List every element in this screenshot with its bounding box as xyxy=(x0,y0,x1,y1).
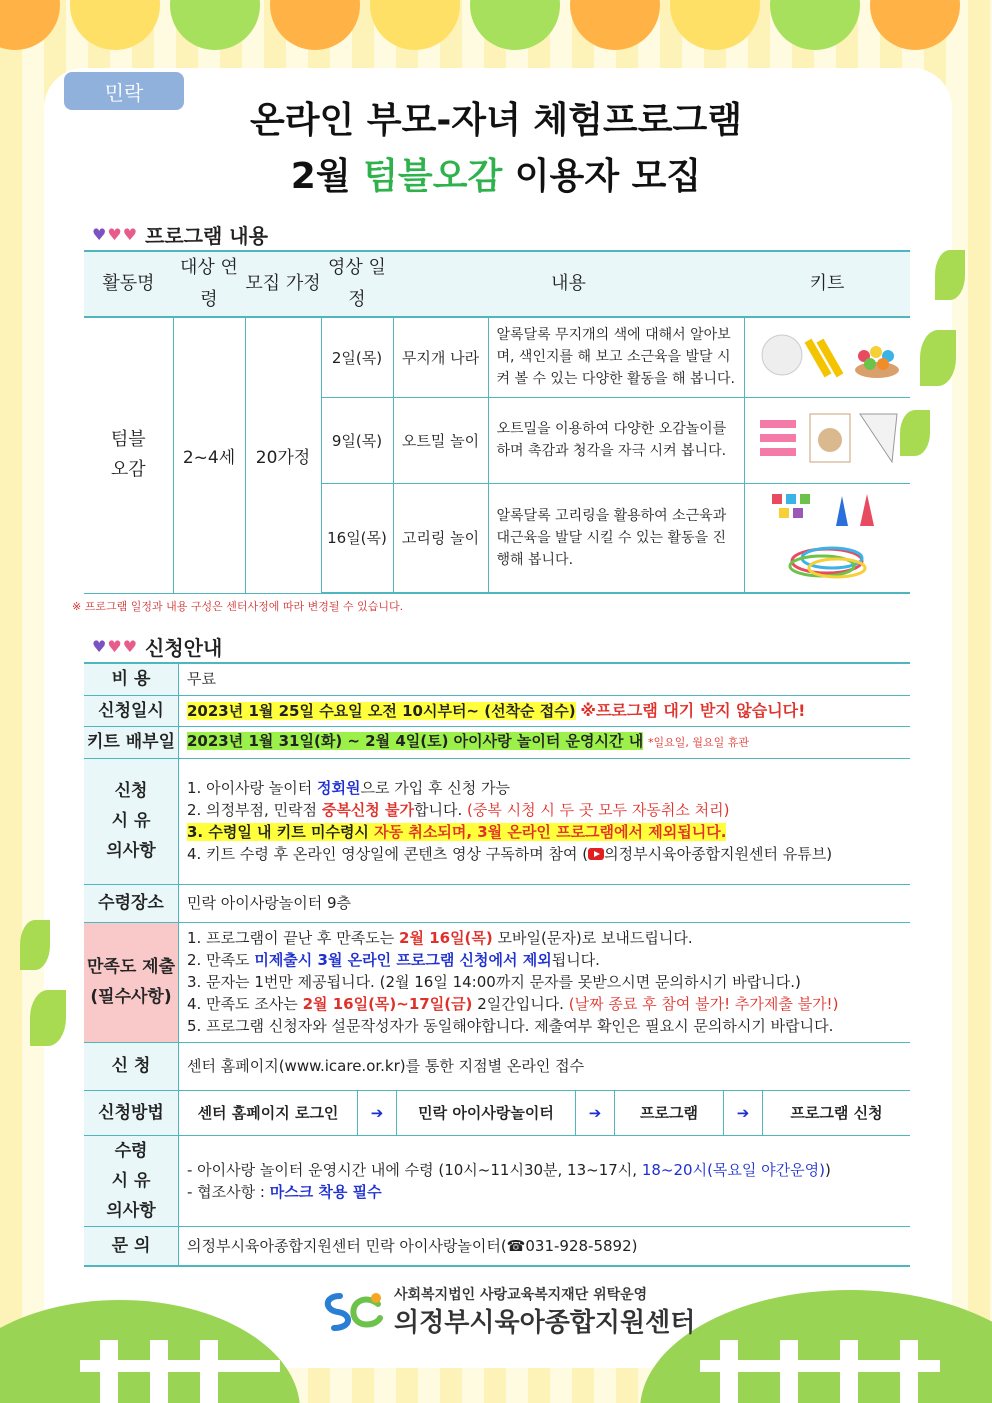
header-kit: 키트 xyxy=(744,251,910,317)
method-steps xyxy=(179,1090,911,1135)
fence-decoration xyxy=(150,1340,168,1403)
family-count: 20가정 xyxy=(245,317,321,593)
youtube-icon xyxy=(588,848,604,860)
kit-date-value: 2023년 1월 31일(화) ~ 2월 4일(토) 아이사랑 놀이터 운영시간 내 *일요일, 월요일 휴관 xyxy=(179,726,911,758)
fence-decoration xyxy=(100,1340,118,1403)
row-content: 알록달록 무지개의 색에 대해서 알아보며, 색인지를 해 보고 소근육을 발달 시켜 볼 수 있는 다양한 활동을 해 봅니다. xyxy=(488,317,744,397)
fence-decoration xyxy=(780,1340,798,1403)
cost-value: 무료 xyxy=(179,663,911,695)
balloon-decoration xyxy=(0,0,992,50)
hearts-icon: ♥ ♥ ♥ xyxy=(92,637,138,656)
survey-list: 1. 프로그램이 끝난 후 만족도는 2월 16일(목) 모바일(문자)로 보내드립니다. 2. 만족도 미제출시 3월 온라인 프로그램 신청에서 제외됩니다. 3. 문자는 1번만 제공됩니다. (2월 16일 14:00까지 문자를 못받으시면 문의하시기 바랍니다.) 4. 만족도 조사는 2월 16일(목)~17일(금) 2일간입니다. (날짜 종료 후 참여 불가! 추가제출 불가!) 5. 프로그램 신청자와 설문작성자가 동일해야합니다. 제출여부 확인은 필요시 문의하시기 바랍니다. xyxy=(179,922,911,1042)
kit-image-rings xyxy=(744,483,910,593)
activity-name: 텀블 오감 xyxy=(84,317,173,593)
leaf-decoration xyxy=(935,250,965,300)
program-table xyxy=(84,250,910,594)
contact-value: 의정부시육아종합지원센터 민락 아이사랑놀이터(☎031-928-5892) xyxy=(179,1226,911,1266)
step-program-apply: 프로그램 신청 xyxy=(790,1103,883,1122)
center-name: 의정부시육아종합지원센터 xyxy=(394,1308,696,1338)
row-activity: 무지개 나라 xyxy=(393,317,488,397)
row-date: 16일(목) xyxy=(321,483,393,593)
center-logo xyxy=(318,1290,388,1334)
kit-image-rainbow xyxy=(744,317,910,397)
hearts-icon: ♥ ♥ ♥ xyxy=(92,225,138,244)
fence-decoration xyxy=(840,1340,858,1403)
place-label: 수령장소 xyxy=(84,884,179,922)
header-target-age: 대상 연령 xyxy=(173,251,245,317)
header-activity-name: 활동명 xyxy=(84,251,173,317)
leaf-decoration xyxy=(30,990,66,1046)
leaf-decoration xyxy=(920,330,956,386)
leaf-decoration xyxy=(20,920,50,970)
kit-image-oatmeal xyxy=(744,397,910,483)
row-content: 오트밀을 이용하여 다양한 오감놀이를 하며 촉감과 청각을 자극 시켜 봅니다. xyxy=(488,397,744,483)
page-title-line2: 2월 텀블오감 이용자 모집 xyxy=(290,156,702,197)
caution-label: 신청 시 유의사항 xyxy=(84,758,179,884)
receive-notes: - 아이사랑 놀이터 운영시간 내에 수령 (10시~11시30분, 13~17시, 18~20시(목요일 야간운영)) - 협조사항 : 마스크 착용 필수 xyxy=(179,1135,911,1226)
row-date: 9일(목) xyxy=(321,397,393,483)
arrow-icon: ➔ xyxy=(357,1091,397,1135)
fence-decoration xyxy=(200,1340,218,1403)
program-note: ※ 프로그램 일정과 내용 구성은 센터사정에 따라 변경될 수 있습니다. xyxy=(72,600,404,613)
receive-label: 수령 시 유의사항 xyxy=(84,1135,179,1226)
date-label: 신청일시 xyxy=(84,695,179,726)
arrow-icon: ➔ xyxy=(723,1091,763,1135)
header-families: 모집 가정 xyxy=(245,251,321,317)
step-program: 프로그램 xyxy=(640,1103,698,1122)
apply-value: 센터 홈페이지(www.icare.or.kr)를 통한 지점별 온라인 접수 xyxy=(179,1042,911,1090)
date-value: 2023년 1월 25일 수요일 오전 10시부터~ (선착순 접수) ※프로그램 대기 받지 않습니다! xyxy=(179,695,911,726)
step-minrak-playground: 민락 아이사랑놀이터 xyxy=(418,1103,554,1122)
method-label: 신청방법 xyxy=(84,1090,179,1135)
row-activity: 오트밀 놀이 xyxy=(393,397,488,483)
survey-label: 만족도 제출 (필수사항) xyxy=(84,922,179,1042)
fence-decoration xyxy=(720,1340,738,1403)
row-activity: 고리링 놀이 xyxy=(393,483,488,593)
target-age: 2~4세 xyxy=(173,317,245,593)
apply-section-heading: ♥ ♥ ♥ 신청안내 xyxy=(92,636,223,660)
apply-info-table xyxy=(84,662,910,1267)
kit-date-label: 키트 배부일 xyxy=(84,726,179,758)
row-date: 2일(목) xyxy=(321,317,393,397)
contact-label: 문 의 xyxy=(84,1226,179,1266)
fence-decoration xyxy=(900,1340,918,1403)
place-value: 민락 아이사랑놀이터 9층 xyxy=(179,884,911,922)
arrow-icon: ➔ xyxy=(575,1091,615,1135)
step-homepage-login: 센터 홈페이지 로그인 xyxy=(197,1103,339,1122)
program-section-heading: ♥ ♥ ♥ 프로그램 내용 xyxy=(92,224,268,248)
page-title-line1: 온라인 부모-자녀 체험프로그램 xyxy=(249,100,743,141)
branch-badge: 민락 xyxy=(64,72,184,110)
operator-text: 사회복지법인 사랑교육복지재단 위탁운영 xyxy=(394,1287,648,1303)
row-content: 알록달록 고리링을 활용하여 소근육과 대근육을 발달 시킬 수 있는 활동을 진행해 봅니다. xyxy=(488,483,744,593)
apply-label: 신 청 xyxy=(84,1042,179,1090)
cost-label: 비 용 xyxy=(84,663,179,695)
header-schedule: 영상 일정 xyxy=(321,251,393,317)
caution-list: 1. 아이사랑 놀이터 정회원으로 가입 후 신청 가능 2. 의정부점, 민락점 중복신청 불가합니다. (중복 시청 시 두 곳 모두 자동취소 처리) 3. 수령일 내 키트 미수령시 자동 취소되며, 3월 온라인 프로그램에서 제외됩니다. 4. 키트 수령 후 온라인 영상일에 콘텐츠 영상 구독하며 참여 ( 의정부시육아종합지원센터 유튜브) xyxy=(179,758,911,884)
header-content: 내용 xyxy=(393,251,744,317)
